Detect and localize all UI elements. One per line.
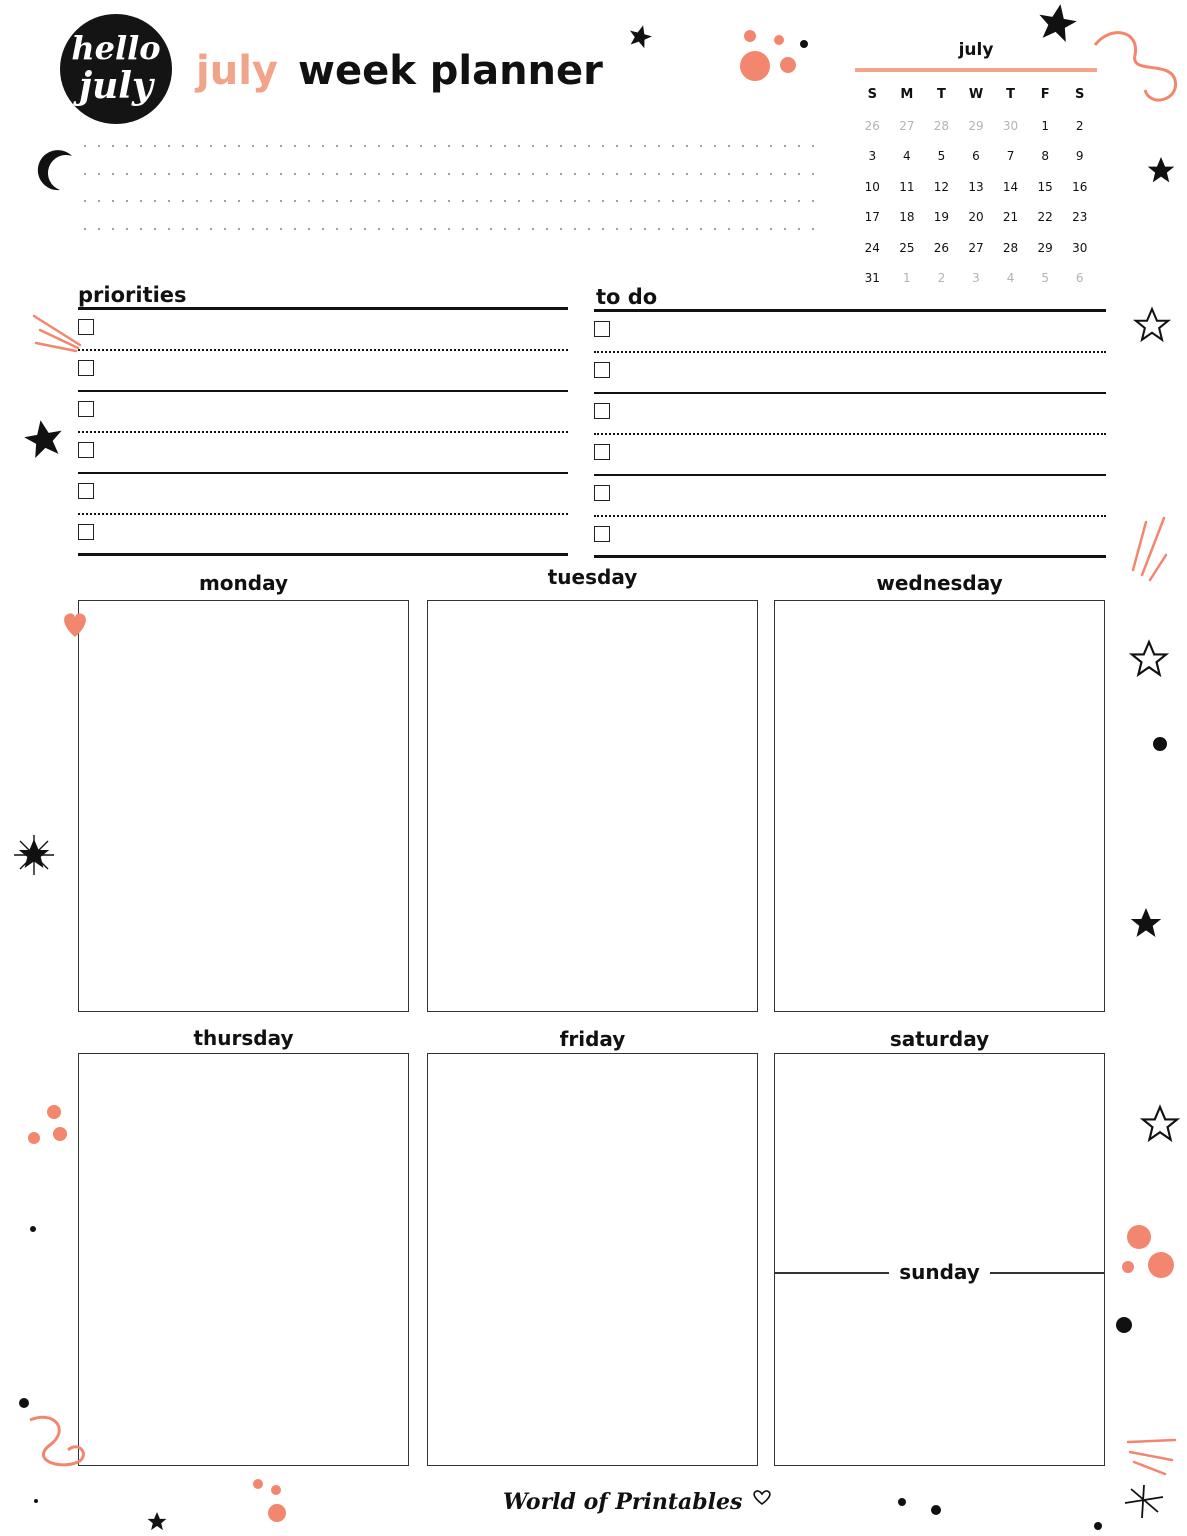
calendar-day: 29 [968,118,984,133]
squiggle-decoration [30,29,1176,1465]
saturday-label: saturday [889,1027,990,1051]
calendar-day: 4 [903,149,911,163]
logo-line1: hello [71,29,161,67]
calendar-day: 29 [1037,240,1053,255]
calendar-day: 25 [899,240,915,255]
calendar-day: 19 [933,210,950,224]
calendar-dow: T [936,87,946,102]
calendar-day: 6 [972,149,980,163]
calendar-day: 28 [933,118,950,133]
calendar-day: 5 [937,149,946,163]
calendar-day: 20 [968,210,984,224]
calendar-dow: S [867,87,877,102]
calendar-day: 2 [1075,118,1084,133]
calendar-day: 27 [899,118,915,133]
title-month: july [196,48,278,94]
calendar-day: 11 [899,179,915,194]
calendar-day: 31 [864,271,880,285]
wednesday-label: wednesday [876,571,1003,595]
calendar-day: 22 [1037,210,1053,224]
star-icon [1131,908,1161,937]
logo-line2: july [79,65,153,107]
calendar-day: 5 [1041,271,1049,285]
moon-icon [38,150,72,190]
calendar-day: 8 [1041,149,1049,163]
star-icon [626,22,654,49]
calendar-dow: W [968,87,984,102]
sunday-label: sunday [889,1260,990,1284]
calendar-day: 3 [972,271,980,285]
calendar-day: 3 [868,149,877,163]
calendar-day: 7 [1006,149,1015,163]
calendar-day: 27 [968,240,984,255]
calendar-day: 28 [1002,240,1019,255]
todo-label: to do [596,285,658,309]
calendar-title: july [958,40,994,60]
calendar-day: 26 [864,118,880,133]
dots-decoration [19,30,1174,1530]
priorities-label: priorities [78,283,187,307]
calendar-day: 15 [1037,179,1053,194]
calendar-dow: F [1040,87,1050,102]
thursday-label: thursday [193,1026,294,1050]
star-icon [148,1512,167,1530]
sparkle-icon [1125,1485,1163,1518]
starburst-icon [14,835,54,875]
calendar-day: 1 [903,271,911,285]
calendar-day: 30 [1002,118,1019,133]
calendar-day: 26 [933,240,950,255]
star-outline-icon [1136,309,1168,340]
heart-decoration-icon [64,613,86,637]
calendar-day: 6 [1075,271,1084,285]
calendar-day: 23 [1072,210,1088,224]
calendar-day: 18 [899,210,915,224]
calendar-day: 4 [1006,271,1015,285]
calendar-day: 16 [1072,179,1088,194]
star-icon [1035,1,1079,43]
friday-label: friday [559,1027,626,1051]
star-outline-icon [1132,642,1166,675]
calendar-day: 21 [1002,210,1019,224]
page-title: week planner [298,48,603,94]
calendar-dow: S [1075,87,1085,102]
tuesday-label: tuesday [547,565,638,589]
calendar-day: 9 [1075,149,1084,163]
calendar-day: 14 [1002,179,1019,194]
calendar-dow: T [1006,87,1015,102]
monday-label: monday [198,571,289,595]
calendar-day: 24 [864,240,880,255]
brand-text: World of Printables [503,1489,743,1515]
stroke-marks-decoration [34,316,1175,1474]
star-outline-icon [1143,1107,1177,1140]
star-icon [1148,157,1175,182]
calendar-day: 10 [864,179,880,194]
calendar-day: 17 [864,210,880,224]
star-icon [22,417,66,459]
calendar-day: 1 [1041,118,1049,133]
calendar-day: 2 [937,271,946,285]
calendar-dow: M [900,87,914,102]
calendar-day: 30 [1072,240,1088,255]
calendar-day: 12 [933,179,950,194]
calendar-day: 13 [968,179,984,194]
